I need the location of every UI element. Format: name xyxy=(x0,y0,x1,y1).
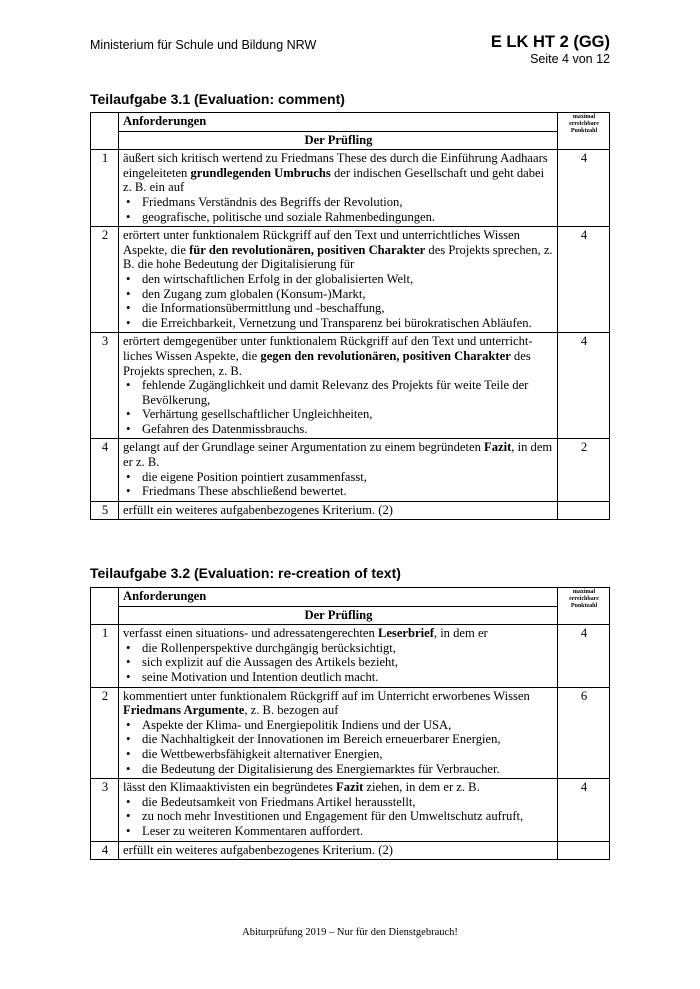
requirement-text: des Projekts sprechen, z. B. xyxy=(123,348,531,378)
row-number: 3 xyxy=(91,779,119,841)
page-footer: Abiturprüfung 2019 – Nur für den Dienstgebrauch! xyxy=(242,927,458,938)
bullet-item: • die Wettbewerbsfähigkeit alternativer Energien, xyxy=(142,747,554,762)
page-header-right xyxy=(491,33,610,66)
bullet-item: • die Nachhaltigkeit der Innovationen im Bereich erneuerbarer Energien, xyxy=(142,732,554,747)
requirement-text: erfüllt ein weiteres aufgabenbezogenes Kriterium. (2) xyxy=(123,502,393,517)
requirement-text: des Projekts sprechen, z. B. die hohe Bedeutung der Digitalisierung für xyxy=(123,242,553,272)
emphasized-text: Leserbrief xyxy=(377,626,434,641)
bullet-item: • seine Motivation und Intention deutlich macht. xyxy=(142,670,554,685)
requirement-cell xyxy=(119,841,558,860)
points-value: 4 xyxy=(558,227,610,333)
emphasized-text: gegen den revolutionären, positiven Charakter xyxy=(260,348,511,363)
examinee-header: Der Prüfling xyxy=(119,131,558,150)
requirement-cell xyxy=(119,439,558,501)
points-value: 4 xyxy=(558,150,610,227)
table-row xyxy=(91,501,610,520)
header-number-cell xyxy=(91,588,119,625)
bullet-list xyxy=(123,795,554,839)
requirement-cell xyxy=(119,227,558,333)
requirement-text: der indischen Gesellschaft und geht dabei z. B. ein auf xyxy=(123,165,545,195)
points-value: 2 xyxy=(558,439,610,501)
table-row xyxy=(91,841,610,860)
bullet-item: • fehlende Zugänglichkeit und damit Relevanz des Projekts für weite Teile der Bevölkerung, xyxy=(142,378,554,407)
bullet-item: • geografische, politische und soziale Rahmenbedingungen. xyxy=(142,210,554,225)
requirement-text: , in dem er z. B. xyxy=(123,440,553,470)
bullet-item: • den wirtschaftlichen Erfolg in der globalisierten Welt, xyxy=(142,272,554,287)
requirement-text: erörtert unter funktionalem Rückgriff auf den Text und unterrichtliches Wissen Aspekte, die xyxy=(123,228,520,257)
requirement-text: , z. B. bezogen auf xyxy=(244,703,339,718)
requirement-text: ziehen, in dem er z. B. xyxy=(363,780,480,795)
requirement-text: erörtert demgegenüber unter funktionalem Rückgriff auf den Text und unterrichtliches Wissen Aspekte, die xyxy=(123,334,533,363)
examinee-header: Der Prüfling xyxy=(119,606,558,625)
table-subheader-row xyxy=(91,606,610,625)
emphasized-text: grundlegenden Umbruchs xyxy=(190,165,331,180)
row-number: 2 xyxy=(91,687,119,779)
requirements-header: Anforderungen xyxy=(119,113,558,132)
points-value xyxy=(558,501,610,520)
header-number-cell xyxy=(91,113,119,150)
bullet-item: • Leser zu weiteren Kommentaren auffordert. xyxy=(142,824,554,839)
bullet-item: • die Bedeutung der Digitalisierung des Energiemarktes für Verbraucher. xyxy=(142,762,554,777)
requirement-cell xyxy=(119,150,558,227)
bullet-item: • den Zugang zum globalen (Konsum-)Markt, xyxy=(142,287,554,302)
table-row xyxy=(91,439,610,501)
evaluation-table-3-2 xyxy=(90,587,610,860)
row-number: 4 xyxy=(91,841,119,860)
bullet-list xyxy=(123,470,554,499)
table-header-row xyxy=(91,113,610,132)
requirement-text: äußert sich kritisch wertend zu Friedmans These des durch die Einführung Aadhaars eingeleiteten xyxy=(123,151,548,180)
points-value: 4 xyxy=(558,779,610,841)
bullet-item: • Friedmans Verständnis des Begriffs der Revolution, xyxy=(142,195,554,210)
requirement-text: erfüllt ein weiteres aufgabenbezogenes Kriterium. (2) xyxy=(123,842,393,857)
bullet-item: • die Rollenperspektive durchgängig berücksichtigt, xyxy=(142,641,554,656)
table-row xyxy=(91,779,610,841)
table-header-row xyxy=(91,588,610,607)
requirement-text: , in dem er xyxy=(433,626,488,641)
bullet-item: • Verhärtung gesellschaftlicher Ungleichheiten, xyxy=(142,407,554,422)
requirement-cell xyxy=(119,625,558,687)
exam-code: E LK HT 2 (GG) xyxy=(490,33,610,51)
table-row xyxy=(91,227,610,333)
max-points-header: maximal erreichbare Punktzahl xyxy=(558,588,610,625)
points-value: 4 xyxy=(558,333,610,439)
emphasized-text: Fazit xyxy=(336,780,364,795)
section-title-3-1: Teilaufgabe 3.1 (Evaluation: comment) xyxy=(90,91,345,107)
bullet-list xyxy=(123,641,554,685)
requirements-header: Anforderungen xyxy=(119,588,558,607)
row-number: 5 xyxy=(91,501,119,520)
page-number: Seite 4 von 12 xyxy=(530,52,610,66)
row-number: 1 xyxy=(91,625,119,687)
ministry-name: Ministerium für Schule und Bildung NRW xyxy=(90,38,317,52)
bullet-item: • Friedmans These abschließend bewertet. xyxy=(142,484,554,499)
bullet-item: • sich explizit auf die Aussagen des Artikels bezieht, xyxy=(142,655,554,670)
requirement-cell xyxy=(119,333,558,439)
row-number: 3 xyxy=(91,333,119,439)
bullet-list xyxy=(123,195,554,224)
requirement-text: lässt den Klimaaktivisten ein begründetes xyxy=(123,780,336,795)
points-value: 4 xyxy=(558,625,610,687)
requirement-text: gelangt auf der Grundlage seiner Argumentation zu einem begründeten xyxy=(123,440,485,455)
bullet-item: • Aspekte der Klima- und Energiepolitik Indiens und der USA, xyxy=(142,718,554,733)
bullet-item: • die Informationsübermittlung und -beschaffung, xyxy=(142,301,554,316)
emphasized-text: Fazit xyxy=(484,440,512,455)
points-value: 6 xyxy=(558,687,610,779)
evaluation-table-3-1 xyxy=(90,112,610,520)
row-number: 4 xyxy=(91,439,119,501)
points-value xyxy=(558,841,610,860)
requirement-cell xyxy=(119,501,558,520)
bullet-item: • die Bedeutsamkeit von Friedmans Artikel herausstellt, xyxy=(142,795,554,810)
emphasized-text: für den revolutionären, positiven Charakter xyxy=(189,242,426,257)
section-title-3-2: Teilaufgabe 3.2 (Evaluation: re-creation of text) xyxy=(90,565,401,581)
bullet-list xyxy=(123,718,554,776)
table-subheader-row xyxy=(91,131,610,150)
bullet-item: • die Erreichbarkeit, Vernetzung und Transparenz bei bürokratischen Abläufen. xyxy=(142,316,554,331)
requirement-text: verfasst einen situations- und adressatengerechten xyxy=(123,626,378,641)
emphasized-text: Friedmans Argumente xyxy=(123,703,245,718)
requirement-cell xyxy=(119,687,558,779)
bullet-item: • die eigene Position pointiert zusammenfasst, xyxy=(142,470,554,485)
requirement-cell xyxy=(119,779,558,841)
table-row xyxy=(91,333,610,439)
requirement-text: kommentiert unter funktionalem Rückgriff auf im Unterricht erworbenes Wissen xyxy=(123,688,530,703)
bullet-item: • zu noch mehr Investitionen und Engagement für den Umweltschutz aufruft, xyxy=(142,809,554,824)
bullet-list xyxy=(123,272,554,330)
table-row xyxy=(91,625,610,687)
max-points-header: maximal erreichbare Punktzahl xyxy=(558,113,610,150)
row-number: 1 xyxy=(91,150,119,227)
bullet-list xyxy=(123,378,554,436)
table-row xyxy=(91,687,610,779)
table-row xyxy=(91,150,610,227)
row-number: 2 xyxy=(91,227,119,333)
bullet-item: • Gefahren des Datenmissbrauchs. xyxy=(142,422,554,437)
